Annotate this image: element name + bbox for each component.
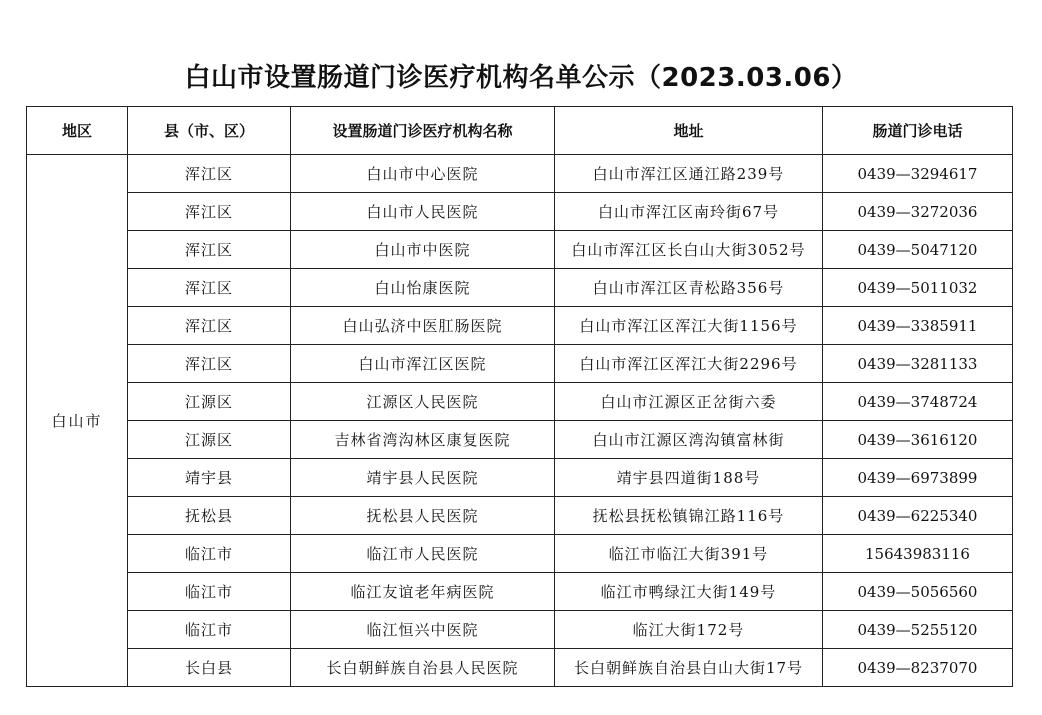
institution-name-cell: 临江友谊老年病医院 [291,573,555,611]
header-region: 地区 [27,107,128,155]
address-cell: 白山市浑江区浑江大街1156号 [555,307,823,345]
phone-cell: 0439—5255120 [823,611,1013,649]
phone-cell: 15643983116 [823,535,1013,573]
county-cell: 浑江区 [128,269,291,307]
table-row [27,535,1013,573]
phone-cell: 0439—3385911 [823,307,1013,345]
institution-name-cell: 靖宇县人民医院 [291,459,555,497]
address-cell: 长白朝鲜族自治县白山大街17号 [555,649,823,687]
phone-cell: 0439—3616120 [823,421,1013,459]
table-row [27,269,1013,307]
address-cell: 白山市浑江区长白山大街3052号 [555,231,823,269]
address-cell: 临江市鸭绿江大街149号 [555,573,823,611]
header-institution-name: 设置肠道门诊医疗机构名称 [291,107,555,155]
institution-name-cell: 临江恒兴中医院 [291,611,555,649]
county-cell: 浑江区 [128,155,291,193]
address-cell: 白山市浑江区浑江大街2296号 [555,345,823,383]
table-row [27,345,1013,383]
county-cell: 江源区 [128,383,291,421]
institution-name-cell: 江源区人民医院 [291,383,555,421]
address-cell: 临江市临江大街391号 [555,535,823,573]
institution-name-cell: 白山市浑江区医院 [291,345,555,383]
institution-name-cell: 抚松县人民医院 [291,497,555,535]
institution-name-cell: 白山市中医院 [291,231,555,269]
phone-cell: 0439—8237070 [823,649,1013,687]
table-row [27,611,1013,649]
table-row [27,459,1013,497]
county-cell: 江源区 [128,421,291,459]
table-row [27,649,1013,687]
page-title: 白山市设置肠道门诊医疗机构名单公示（2023.03.06） [184,63,858,93]
phone-cell: 0439—3272036 [823,193,1013,231]
phone-cell: 0439—5056560 [823,573,1013,611]
county-cell: 靖宇县 [128,459,291,497]
address-cell: 白山市浑江区南玲街67号 [555,193,823,231]
county-cell: 浑江区 [128,193,291,231]
county-cell: 浑江区 [128,345,291,383]
table-row [27,383,1013,421]
institution-name-cell: 白山市人民医院 [291,193,555,231]
phone-cell: 0439—3281133 [823,345,1013,383]
region-cell: 白山市 [27,155,128,687]
table-row [27,573,1013,611]
address-cell: 白山市江源区正岔街六委 [555,383,823,421]
header-phone: 肠道门诊电话 [823,107,1013,155]
county-cell: 临江市 [128,611,291,649]
county-cell: 抚松县 [128,497,291,535]
table-row [27,193,1013,231]
table-row [27,155,1013,193]
county-cell: 长白县 [128,649,291,687]
table-row [27,421,1013,459]
table-row [27,231,1013,269]
phone-cell: 0439—3294617 [823,155,1013,193]
address-cell: 抚松县抚松镇锦江路116号 [555,497,823,535]
phone-cell: 0439—5011032 [823,269,1013,307]
address-cell: 白山市浑江区青松路356号 [555,269,823,307]
phone-cell: 0439—3748724 [823,383,1013,421]
phone-cell: 0439—6973899 [823,459,1013,497]
institution-name-cell: 临江市人民医院 [291,535,555,573]
phone-cell: 0439—5047120 [823,231,1013,269]
county-cell: 浑江区 [128,307,291,345]
phone-cell: 0439—6225340 [823,497,1013,535]
table-header-row [27,107,1013,155]
address-cell: 临江大街172号 [555,611,823,649]
county-cell: 浑江区 [128,231,291,269]
institution-name-cell: 吉林省湾沟林区康复医院 [291,421,555,459]
county-cell: 临江市 [128,573,291,611]
table-row [27,497,1013,535]
institution-name-cell: 白山弘济中医肛肠医院 [291,307,555,345]
address-cell: 白山市江源区湾沟镇富林街 [555,421,823,459]
address-cell: 靖宇县四道街188号 [555,459,823,497]
hospital-roster-table [26,106,1013,687]
address-cell: 白山市浑江区通江路239号 [555,155,823,193]
header-county: 县（市、区） [128,107,291,155]
header-address: 地址 [555,107,823,155]
institution-name-cell: 白山市中心医院 [291,155,555,193]
county-cell: 临江市 [128,535,291,573]
institution-name-cell: 长白朝鲜族自治县人民医院 [291,649,555,687]
institution-name-cell: 白山怡康医院 [291,269,555,307]
table-row [27,307,1013,345]
